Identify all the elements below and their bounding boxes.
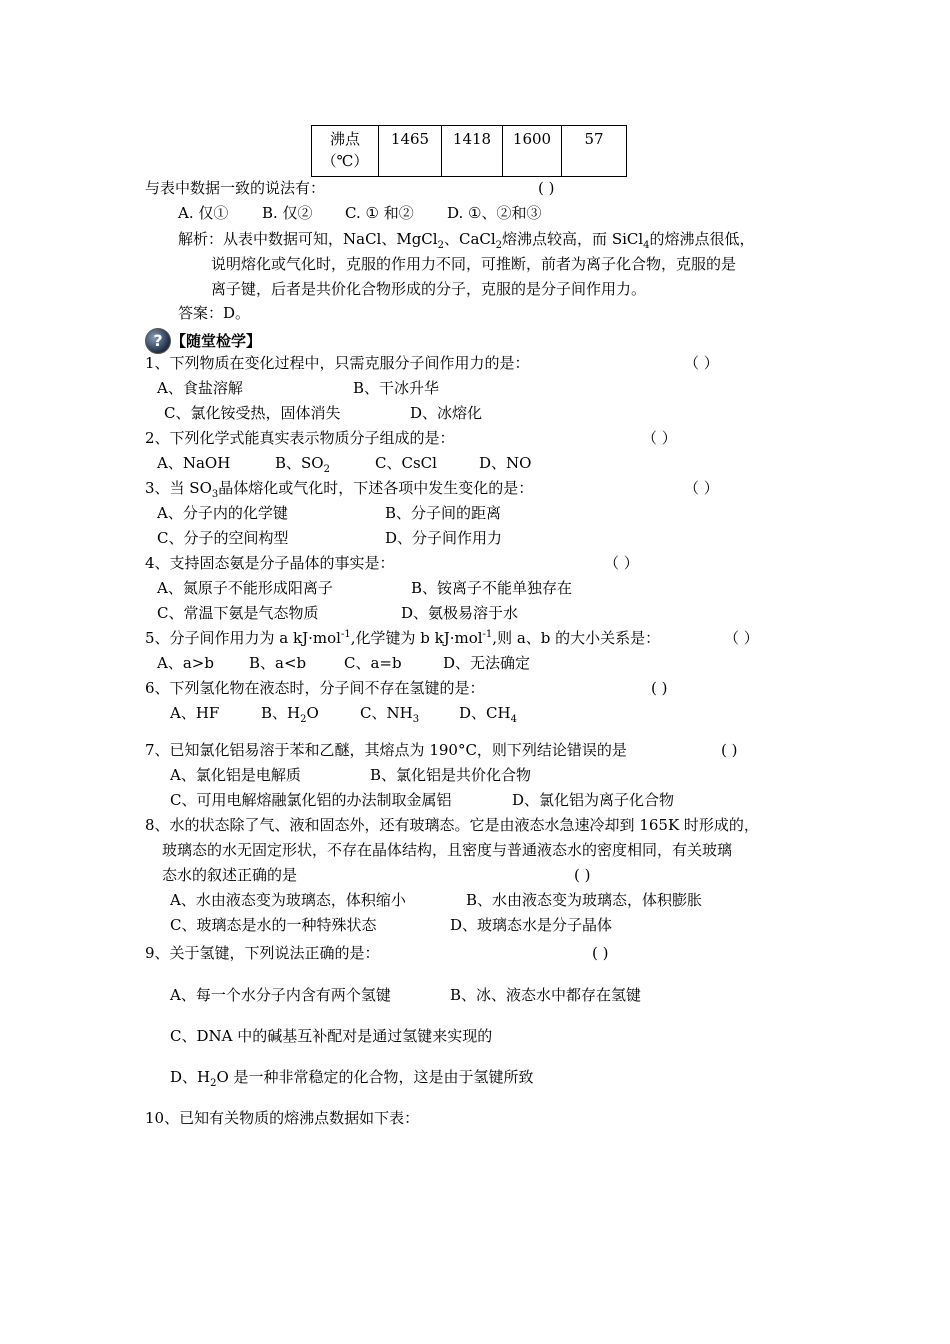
option-a: A、HF	[170, 704, 220, 722]
option-d-text: O 是一种非常稳定的化合物，这是由于氢键所致	[216, 1068, 534, 1086]
row-label-line1: 沸点	[329, 130, 360, 148]
option-d-text: D、H	[170, 1068, 211, 1086]
option-c-text: C、NH	[360, 704, 413, 722]
q5-paren: （ ）	[724, 629, 759, 647]
q9-option-c: C、DNA 中的碱基互补配对是通过氢键来实现的	[170, 1027, 493, 1045]
intro-question-text: 与表中数据一致的说法有：	[145, 179, 326, 197]
q9-options-row1	[170, 985, 641, 1005]
q2-stem: 2、下列化学式能真实表示物质分子组成的是：	[145, 429, 455, 447]
q3-stem	[145, 478, 533, 498]
boiling-point-table	[311, 125, 627, 177]
option-b: B. 仅②	[262, 204, 313, 222]
q8-line3: 态水的叙述正确的是	[162, 866, 298, 884]
analysis-text: 熔沸点较高，而 SiCl	[502, 230, 644, 248]
q7-paren: ( )	[721, 741, 738, 759]
q5-stem-text: ,则 a、b 的大小关系是：	[492, 629, 661, 647]
section-title: 【随堂检学】	[171, 332, 262, 350]
option-c: C. ① 和②	[345, 204, 414, 222]
q1-options-row2	[164, 403, 482, 423]
table-cell: 57	[562, 126, 627, 177]
option-d: D、氯化铝为离子化合物	[512, 791, 675, 809]
q1-options-row1	[157, 378, 439, 398]
superscript: -1	[482, 629, 493, 640]
option-a: A、食盐溶解	[157, 379, 243, 397]
option-b	[275, 453, 375, 473]
q8-paren: ( )	[574, 866, 591, 884]
superscript: -1	[340, 629, 351, 640]
q3-options-row1	[157, 503, 501, 523]
analysis-text: 的熔沸点很低，	[649, 230, 755, 248]
option-b: B、干冰升华	[353, 379, 440, 397]
option-a: A、每一个水分子内含有两个氢键	[170, 986, 391, 1004]
q5-stem	[145, 628, 660, 648]
q3-paren: （ ）	[684, 479, 719, 497]
option-a: A、氯化铝是电解质	[170, 766, 301, 784]
table-cell: 1418	[442, 126, 503, 177]
option-b-text: O	[306, 704, 319, 722]
option-c: C、常温下氨是气态物质	[157, 604, 319, 622]
q8-options-row1	[170, 890, 702, 910]
q8-line1: 8、水的状态除了气、液和固态外，还有玻璃态。它是由液态水急速冷却到 165K 时形成的，	[145, 816, 759, 834]
row-label-cell	[312, 126, 379, 177]
option-b: B、水由液态变为玻璃态，体积膨胀	[466, 891, 703, 909]
q3-stem-text: 3、当 SO	[145, 479, 212, 497]
q4-options-row2	[157, 603, 518, 623]
intro-answer-paren: ( )	[538, 179, 555, 197]
table-row	[312, 126, 627, 177]
option-c: C、a=b	[344, 654, 402, 672]
option-d: D、玻璃态水是分子晶体	[450, 916, 613, 934]
q7-options-row2	[170, 790, 674, 810]
subscript: 3	[412, 714, 420, 725]
analysis-line3: 离子键，后者是共价化合物形成的分子，克服的是分子间作用力。	[211, 280, 647, 298]
q2-options	[157, 453, 531, 473]
q9-option-d	[170, 1067, 534, 1087]
subscript: 4	[643, 240, 650, 251]
table-cell: 1600	[503, 126, 562, 177]
option-b: B、氯化铝是共价化合物	[370, 766, 532, 784]
option-d: D、无法确定	[443, 654, 531, 672]
q5-stem-text: ,化学键为 b kJ·mol	[350, 629, 483, 647]
q7-stem: 7、已知氯化铝易溶于苯和乙醚，其熔点为 190°C，则下列结论错误的是	[145, 741, 627, 759]
q6-paren: ( )	[651, 679, 668, 697]
q3-stem-text: 晶体熔化或气化时，下述各项中发生变化的是：	[218, 479, 534, 497]
option-a: A、NaOH	[157, 454, 231, 472]
option-d: D、分子间作用力	[385, 529, 503, 547]
subscript: 2	[437, 240, 444, 251]
subscript: 2	[210, 1078, 217, 1089]
subscript: 2	[495, 240, 503, 251]
q9-stem: 9、关于氢键，下列说法正确的是：	[145, 944, 380, 962]
option-d: D、冰熔化	[410, 404, 483, 422]
analysis-line2: 说明熔化或气化时，克服的作用力不同，可推断，前者为离子化合物，克服的是	[211, 255, 737, 273]
q8-line2: 玻璃态的水无固定形状，不存在晶体结构，且密度与普通液态水的密度相同，有关玻璃	[162, 841, 733, 859]
q8-options-row2	[170, 915, 612, 935]
option-a: A、氮原子不能形成阳离子	[157, 579, 333, 597]
q4-paren: （ ）	[604, 554, 639, 572]
q6-stem: 6、下列氢化物在液态时，分子间不存在氢键的是：	[145, 679, 485, 697]
analysis-text: 、CaCl	[443, 230, 496, 248]
option-b: B、冰、液态水中都存在氢键	[450, 986, 642, 1004]
q9-paren: ( )	[592, 944, 609, 962]
option-c: C、分子的空间构型	[157, 529, 289, 547]
table-cell: 1465	[379, 126, 442, 177]
section-header	[145, 327, 261, 354]
intro-options	[178, 203, 541, 223]
q5-options	[157, 653, 530, 673]
subscript: 3	[211, 489, 219, 500]
analysis-text: 解析：从表中数据可知，NaCl、MgCl	[178, 230, 438, 248]
q6-options	[170, 703, 517, 723]
option-c: C、氯化铵受热，固体消失	[164, 404, 341, 422]
option-a: A、水由液态变为玻璃态，体积缩小	[170, 891, 406, 909]
option-d-text: D、CH	[459, 704, 511, 722]
option-b: B、a<b	[249, 654, 307, 672]
option-b: B、分子间的距离	[385, 504, 502, 522]
q4-stem: 4、支持固态氨是分子晶体的事实是：	[145, 554, 395, 572]
q1-paren: （ ）	[684, 354, 719, 372]
option-d: D、NO	[479, 454, 532, 472]
answer-line: 答案：D。	[178, 304, 251, 322]
option-d: D. ①、②和③	[447, 204, 542, 222]
option-c	[360, 703, 459, 723]
question-icon: ?	[145, 328, 171, 354]
q1-stem: 1、下列物质在变化过程中，只需克服分子间作用力的是：	[145, 354, 530, 372]
q7-options-row1	[170, 765, 531, 785]
q3-options-row2	[157, 528, 502, 548]
option-a: A、a>b	[157, 654, 214, 672]
intro-question	[145, 178, 325, 198]
q4-options-row1	[157, 578, 572, 598]
option-b-text: B、SO	[275, 454, 324, 472]
q2-paren: （ ）	[642, 429, 677, 447]
analysis-line1	[178, 229, 755, 249]
option-d	[459, 703, 517, 723]
subscript: 2	[323, 464, 330, 475]
option-d: D、氨极易溶于水	[401, 604, 519, 622]
q5-stem-text: 5、分子间作用力为 a kJ·mol	[145, 629, 341, 647]
option-c: C、玻璃态是水的一种特殊状态	[170, 916, 377, 934]
subscript: 2	[300, 714, 307, 725]
option-b	[261, 703, 360, 723]
option-b-text: B、H	[261, 704, 301, 722]
option-b: B、铵离子不能单独存在	[411, 579, 573, 597]
option-a: A、分子内的化学键	[157, 504, 288, 522]
subscript: 4	[510, 714, 517, 725]
row-label-line2: （℃）	[321, 152, 369, 170]
q10-stem: 10、已知有关物质的熔沸点数据如下表：	[145, 1109, 420, 1127]
option-c: C、可用电解熔融氯化铝的办法制取金属铝	[170, 791, 452, 809]
option-c: C、CsCl	[375, 454, 437, 472]
option-a: A. 仅①	[178, 204, 229, 222]
